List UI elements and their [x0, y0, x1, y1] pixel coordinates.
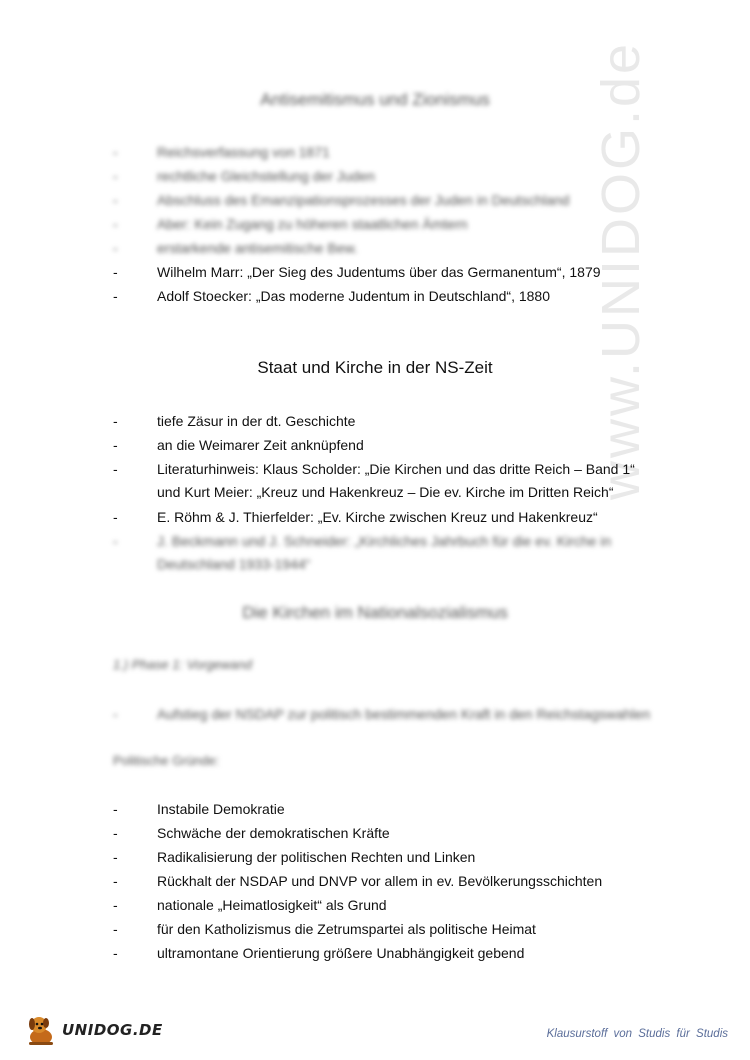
- section-title-antisemitismus: Antisemitismus und Zionismus: [260, 90, 490, 109]
- logo-text: UNIDOG.DE: [62, 1021, 163, 1039]
- list-item-continuation: und Kurt Meier: „Kreuz und Hakenkreuz – Die ev. Kirche im Dritten Reich“: [157, 484, 614, 500]
- section-title-kirchen-ns: Die Kirchen im Nationalsozialismus: [242, 603, 508, 622]
- document-page: www.UNIDOG.de Antisemitismus und Zionismus - Reichsverfassung von 1871 - rechtliche Gleichstellung der Juden - Abschluss des Emanzipationsprozesses der Juden in Deutschland - Aber: Kein Zugang zu höheren staatlichen Ämtern - erstarkende antisemitische Bew. - Wilhelm Marr: „Der Sieg des Judentums über das Germanentum“, 1879 - Adolf Stoecker: „Das moderne Judentum in Deutschland“, 1880 Staat und Kirche in der NS-Zeit - tiefe Zäsur in der dt. Geschichte - an die Weimarer Zeit anknüpfend - Literaturhinweis: Klaus Scholder: „Die Kirchen und das dritte Reich – Band 1“ und Kurt Meier: „Kreuz und Hakenkreuz – Die ev. Kirche im Dritten Reich“ - E. Röhm & J. Thierfelder: „Ev. Kirche zwischen Kreuz und Hakenkreuz“ - J. Beckmann und J. Schneider: „Kirchliches Jahrbuch für die ev. Kirche in Deutschland 1933-1944“ Die Kirchen im Nationalsozialismus 1.) Phase 1: Vorgewand - Aufstieg der NSDAP zur politisch bestimmenden Kraft in den Reichstagswahlen Politische Gründe: - Instabile Demokratie - Schwäche der demokratischen Kräfte - Radikalisierung der politischen Rechten und Linken - Rückhalt der NSDAP und DNVP vor allem in ev. Bevölkerungsschichten - nationale „Heimatlosigkeit“ als Grund - für den Katholizismus die Zetrumspartei als politische Heimat - ultramontane Orientierung größere Unabhängigkeit gebend UNIDOG.DE Klausurstoff von Studis für Studis: [0, 0, 750, 1060]
- subheading-politische-gruende: Politische Gründe:: [113, 753, 220, 768]
- dog-mascot-icon: [22, 1012, 60, 1048]
- list-item-continuation: Deutschland 1933-1944“: [157, 556, 311, 572]
- footer-tagline: Klausurstoff von Studis für Studis: [546, 1028, 728, 1040]
- phase-heading: 1.) Phase 1: Vorgewand: [113, 657, 252, 672]
- unidog-logo[interactable]: [22, 1012, 163, 1048]
- section-title-staat-und-kirche: Staat und Kirche in der NS-Zeit: [257, 358, 493, 377]
